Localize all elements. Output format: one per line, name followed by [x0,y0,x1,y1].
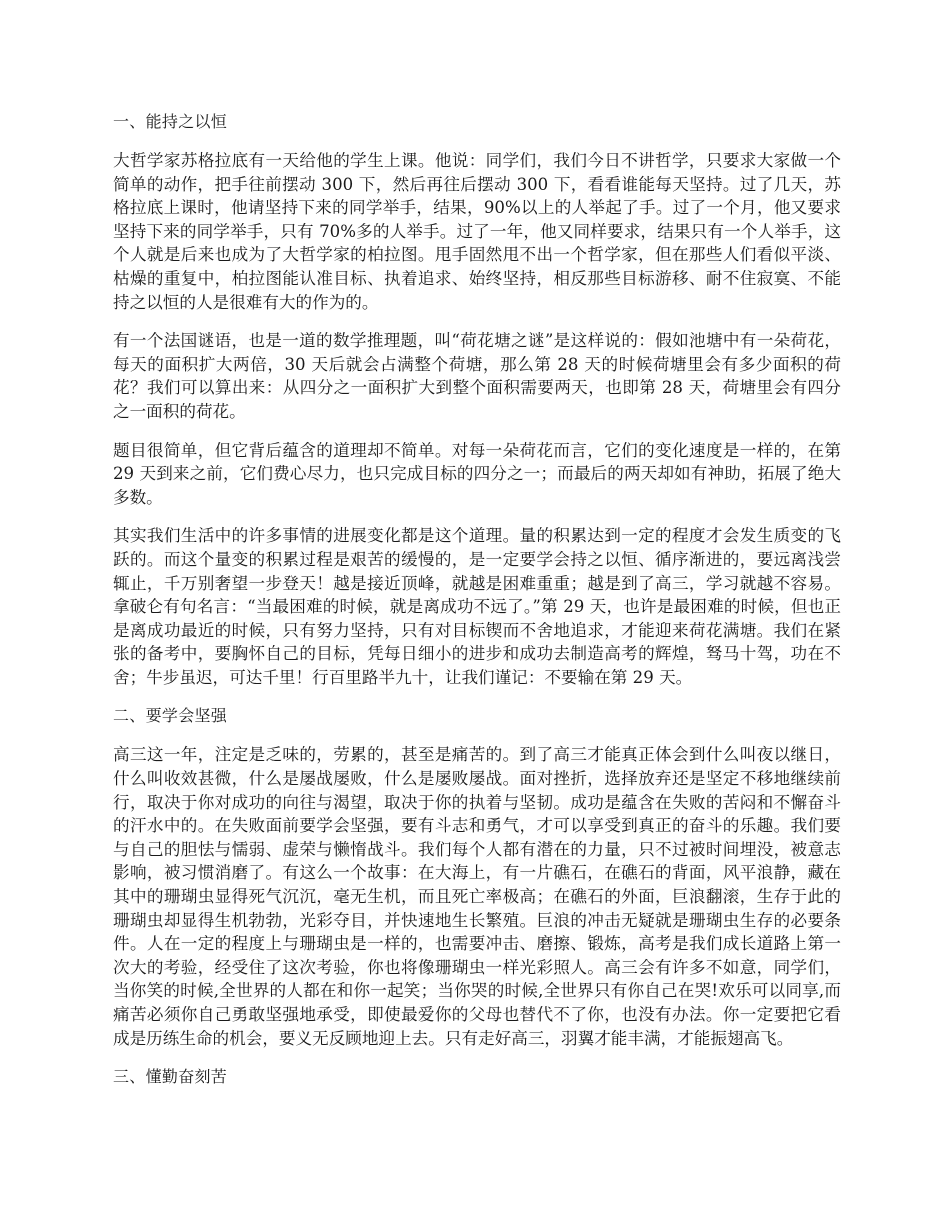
paragraph: 大哲学家苏格拉底有一天给他的学生上课。他说：同学们，我们今日不讲哲学，只要求大家做一个简单的动作，把手往前摆动 300 下，然后再往后摆动 300 下，看看谁能每天坚持。过了几天，苏格拉底上课时，他请坚持下来的同学举手，结果，90%以上的人举起了手。过了一个月，他又要求坚持下来的同学举手，只有 70%多的人举手。过了一年，他又同样要求，结果只有一个人举手，这个人就是后来也成为了大哲学家的柏拉图。甩手固然甩不出一个哲学家，但在那些人们看似平淡、枯燥的重复中，柏拉图能认准目标、执着追求、始终坚持，相反那些目标游移、耐不住寂寞、不能持之以恒的人是很难有大的作为的。 [113,151,841,312]
document-page [113,110,841,1104]
section-2 [113,704,841,1050]
paragraph: 高三这一年，注定是乏味的，劳累的，甚至是痛苦的。到了高三才能真正体会到什么叫夜以继日，什么叫收效甚微，什么是屡战屡败，什么是屡败屡战。面对挫折，选择放弃还是坚定不移地继续前行，取决于你对成功的向往与渴望，取决于你的执着与坚韧。成功是蕴含在失败的苦闷和不懈奋斗的汗水中的。在失败面前要学会坚强，要有斗志和勇气，才可以享受到真正的奋斗的乐趣。我们要与自己的胆怯与懦弱、虚荣与懒惰战斗。我们每个人都有潜在的力量，只不过被时间埋没，被意志影响，被习惯消磨了。有这么一个故事：在大海上，有一片礁石，在礁石的背面，风平浪静，藏在其中的珊瑚虫显得死气沉沉，毫无生机，而且死亡率极高；在礁石的外面，巨浪翻滚，生存于此的珊瑚虫却显得生机勃勃，光彩夺目，并快速地生长繁殖。巨浪的冲击无疑就是珊瑚虫生存的必要条件。人在一定的程度上与珊瑚虫是一样的，也需要冲击、磨擦、锻炼，高考是我们成长道路上第一次大的考验，经受住了这次考验，你也将像珊瑚虫一样光彩照人。高三会有许多不如意，同学们，当你笑的时候,全世界的人都在和你一起笑；当你哭的时候,全世界只有你自己在哭!欢乐可以同享,而痛苦必须你自己勇敢坚强地承受，即使最爱你的父母也替代不了你，也没有办法。你一定要把它看成是历练生命的机会，要义无反顾地迎上去。只有走好高三，羽翼才能丰满，才能振翅高飞。 [113,745,841,1048]
section-heading: 二、要学会坚强 [113,706,228,726]
section-3 [113,1065,841,1089]
section-heading: 三、懂勤奋刻苦 [113,1067,228,1087]
paragraph: 有一个法国谜语，也是一道的数学推理题，叫“荷花塘之谜”是这样说的：假如池塘中有一朵荷花，每天的面积扩大两倍，30 天后就会占满整个荷塘，那么第 28 天的时候荷塘里会有多少面积的荷花？我们可以算出来：从四分之一面积扩大到整个面积需要两天，也即第 28 天，荷塘里会有四分之一面积的荷花。 [113,331,841,421]
section-heading: 一、能持之以恒 [113,112,228,131]
paragraph: 其实我们生活中的许多事情的进展变化都是这个道理。量的积累达到一定的程度才会发生质变的飞跃的。而这个量变的积累过程是艰苦的缓慢的，是一定要学会持之以恒、循序渐进的，要远离浅尝辄止，千万别奢望一步登天！越是接近顶峰，就越是困难重重；越是到了高三，学习就越不容易。拿破仑有句名言：“当最困难的时候，就是离成功不远了。”第 29 天，也许是最困难的时候，但也正是离成功最近的时候，只有努力坚持，只有对目标锲而不舍地追求，才能迎来荷花满塘。我们在紧张的备考中，要胸怀自己的目标，凭每日细小的进步和成功去制造高考的辉煌，驽马十驾，功在不舍；牛步虽迟，可达千里！行百里路半九十，让我们谨记：不要输在第 29 天。 [113,526,841,687]
section-1 [113,110,841,689]
paragraph: 题目很简单，但它背后蕴含的道理却不简单。对每一朵荷花而言，它们的变化速度是一样的，在第 29 天到来之前，它们费心尽力，也只完成目标的四分之一；而最后的两天却如有神助，拓展了绝大多数。 [113,440,841,507]
